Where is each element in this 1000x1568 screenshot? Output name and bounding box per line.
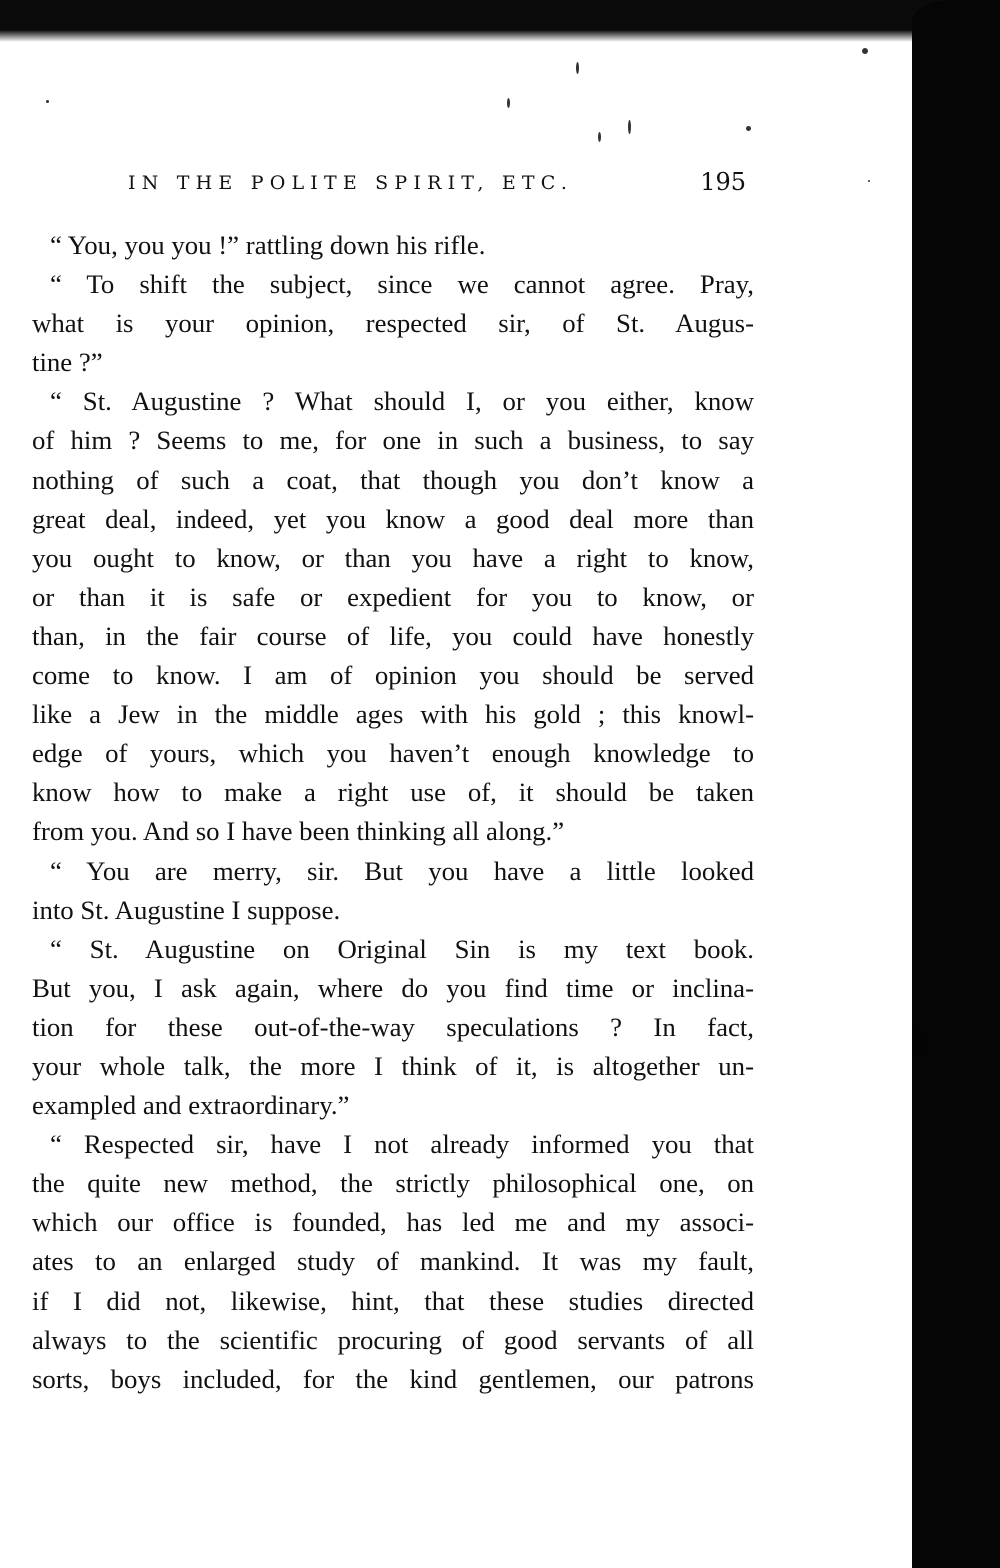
scan-speck bbox=[576, 62, 579, 74]
scan-speck bbox=[598, 132, 601, 142]
text-line: come to know. I am of opinion you should be served bbox=[32, 660, 754, 691]
body-text bbox=[32, 226, 754, 1399]
text-line: if I did not, likewise, hint, that these studies directed bbox=[32, 1285, 754, 1316]
text-line: nothing of such a coat, that though you don’t know a bbox=[32, 464, 754, 495]
scan-speck bbox=[862, 48, 868, 54]
scan-edge-top-shadow bbox=[0, 30, 960, 42]
text-line: what is your opinion, respected sir, of St. Augus- bbox=[32, 308, 754, 339]
scan-speck bbox=[507, 98, 510, 108]
text-line: great deal, indeed, yet you know a good deal more than bbox=[32, 503, 754, 534]
text-line: ates to an enlarged study of mankind. It was my fault, bbox=[32, 1246, 754, 1277]
scan-speck bbox=[868, 180, 870, 182]
running-title: IN THE POLITE SPIRIT, ETC. bbox=[128, 172, 574, 194]
scan-edge-right bbox=[912, 0, 1000, 1568]
scan-speck bbox=[46, 100, 49, 103]
text-line: from you. And so I have been thinking all along.” bbox=[32, 816, 565, 847]
text-line: which our office is founded, has led me and my associ- bbox=[32, 1207, 754, 1238]
text-line: tine ?” bbox=[32, 347, 103, 378]
text-line: your whole talk, the more I think of it, is altogether un- bbox=[32, 1050, 754, 1081]
text-line: “ St. Augustine on Original Sin is my text book. bbox=[50, 933, 754, 964]
text-line: exampled and extraordinary.” bbox=[32, 1090, 350, 1121]
scan-speck bbox=[746, 126, 751, 131]
text-line: know how to make a right use of, it should be taken bbox=[32, 777, 754, 808]
text-line: sorts, boys included, for the kind gentlemen, our patrons bbox=[32, 1363, 754, 1394]
text-line: “ St. Augustine ? What should I, or you either, know bbox=[50, 386, 754, 417]
text-line: like a Jew in the middle ages with his gold ; this knowl- bbox=[32, 699, 754, 730]
text-line: edge of yours, which you haven’t enough knowledge to bbox=[32, 738, 754, 769]
page-number: 195 bbox=[700, 168, 746, 196]
text-line: “ To shift the subject, since we cannot agree. Pray, bbox=[50, 269, 754, 300]
text-line: “ You are merry, sir. But you have a little looked bbox=[50, 855, 754, 886]
text-line: the quite new method, the strictly philosophical one, on bbox=[32, 1168, 754, 1199]
text-line: “ You, you you !” rattling down his rifle. bbox=[50, 230, 486, 260]
text-line: than, in the fair course of life, you could have honestly bbox=[32, 620, 754, 651]
scan-edge-notch bbox=[912, 1030, 922, 1056]
scan-speck bbox=[628, 120, 631, 134]
running-head bbox=[120, 168, 760, 202]
scan-edge-top bbox=[0, 0, 960, 30]
text-line: or than it is safe or expedient for you to know, or bbox=[32, 581, 754, 612]
text-line: always to the scientific procuring of good servants of all bbox=[32, 1324, 754, 1355]
text-line: into St. Augustine I suppose. bbox=[32, 894, 341, 925]
text-line: tion for these out-of-the-way speculations ? In fact, bbox=[32, 1011, 754, 1042]
text-line: you ought to know, or than you have a right to know, bbox=[32, 542, 754, 573]
text-line: “ Respected sir, have I not already informed you that bbox=[50, 1129, 754, 1160]
text-line: But you, I ask again, where do you find time or inclina- bbox=[32, 972, 754, 1003]
text-line: of him ? Seems to me, for one in such a business, to say bbox=[32, 425, 754, 456]
